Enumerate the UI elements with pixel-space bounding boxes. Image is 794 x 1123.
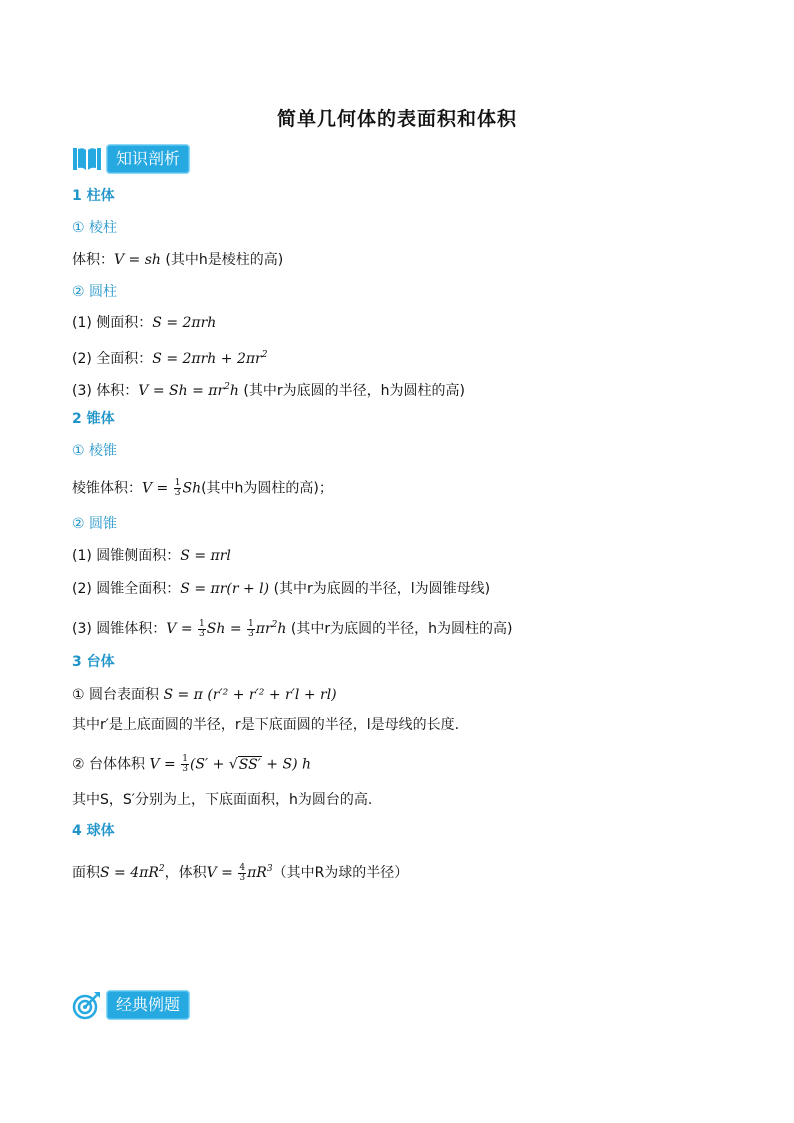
cylinder-total-formula: S = 2πrh + 2πr xyxy=(152,351,262,367)
pyramid-volume-note: (其中h为圆柱的高)； xyxy=(201,480,333,497)
fraction-numerator: 4 xyxy=(239,862,246,873)
cylinder-lateral-prefix: (1) 侧面积： xyxy=(72,315,153,331)
sphere-area-exponent: 2 xyxy=(158,864,165,874)
cone-volume-mid: Sh = xyxy=(206,621,247,637)
sphere-volume-prefix: ，体积 xyxy=(164,865,207,881)
section-banner-knowledge xyxy=(72,144,190,174)
cone-total-line xyxy=(72,580,490,598)
fraction-one-third xyxy=(198,620,206,639)
cylinder-heading: ② 圆柱 xyxy=(72,284,118,300)
cone-volume-prefix: (3) 圆锥体积： xyxy=(72,621,167,637)
cylinder-lateral-line xyxy=(72,314,216,332)
prism-volume-line xyxy=(72,251,283,269)
cylinder-volume-formula: V = Sh = πr xyxy=(138,383,225,399)
cone-volume-exponent: 2 xyxy=(271,620,278,630)
frustum-area-line xyxy=(72,686,337,704)
cone-heading: ② 圆锥 xyxy=(72,516,118,532)
fraction-numerator: 1 xyxy=(248,618,254,629)
fraction-numerator: 1 xyxy=(182,754,188,764)
open-book-icon xyxy=(72,144,102,174)
cylinder-volume-exponent: 2 xyxy=(224,382,230,392)
cylinder-volume-prefix: (3) 体积： xyxy=(72,383,139,399)
prism-heading: ① 棱柱 xyxy=(72,220,118,236)
cone-lateral-line xyxy=(72,547,231,565)
cone-volume-h: h xyxy=(277,621,287,637)
fraction-denominator: 3 xyxy=(248,628,254,639)
cylinder-lateral-formula: S = 2πrh xyxy=(152,315,217,331)
fraction-four-thirds xyxy=(238,864,246,883)
sphere-area-prefix: 面积 xyxy=(72,865,100,881)
cone-volume-pi: πr xyxy=(255,621,272,637)
pyramid-heading: ① 棱锥 xyxy=(72,443,118,459)
cone-total-prefix: (2) 圆锥全面积： xyxy=(72,581,181,597)
page-title: 简单几何体的表面积和体积 xyxy=(276,108,517,130)
frustum-volume-b: + S) h xyxy=(261,756,312,773)
cone-volume-line xyxy=(72,616,512,639)
cylinder-volume-line xyxy=(72,378,465,400)
pyramid-volume-lhs: V = xyxy=(142,480,173,497)
sphere-note: （其中R为球的半径） xyxy=(272,865,409,881)
sphere-line xyxy=(72,860,408,883)
cone-total-note: (其中r为底圆的半径，l为圆锥母线) xyxy=(269,581,491,597)
banner-label-examples: 经典例题 xyxy=(106,990,190,1020)
cone-volume-lhs: V = xyxy=(166,621,198,637)
sqrt-sign: √ xyxy=(228,756,238,773)
frustum-volume-prefix: ② 台体体积 xyxy=(72,756,150,773)
pyramid-volume-rhs: Sh xyxy=(182,480,202,497)
sphere-volume-exponent: 3 xyxy=(266,864,273,874)
pyramid-volume-line xyxy=(72,479,333,498)
banner-label-knowledge: 知识剖析 xyxy=(106,144,190,174)
frustum-volume-sqrt: SS′ xyxy=(238,756,261,773)
cone-volume-note: (其中r为底圆的半径，h为圆柱的高) xyxy=(286,621,513,637)
fraction-numerator: 1 xyxy=(174,478,181,488)
fraction-denominator: 3 xyxy=(199,628,205,639)
fraction-denominator: 3 xyxy=(239,872,246,883)
frustum-area-prefix: ① 圆台表面积 xyxy=(72,687,164,703)
prism-volume-formula: V = sh xyxy=(114,252,161,268)
cylinder-total-exponent: 2 xyxy=(261,350,268,360)
fraction-denominator: 3 xyxy=(182,764,188,774)
section-banner-examples xyxy=(72,990,190,1020)
fraction-numerator: 1 xyxy=(199,618,205,629)
fraction-one-third xyxy=(174,479,182,498)
cone-lateral-prefix: (1) 圆锥侧面积： xyxy=(72,548,181,564)
frustum-volume-lhs: V = xyxy=(149,756,181,773)
fraction-one-third xyxy=(247,620,255,639)
prism-volume-note: (其中h是棱柱的高) xyxy=(160,252,284,268)
fraction-one-third xyxy=(181,755,189,774)
sphere-volume-lhs: V = xyxy=(206,865,238,881)
sphere-volume-pi: πR xyxy=(247,865,267,881)
prism-volume-prefix: 体积： xyxy=(72,252,114,268)
section-3-heading: 3 台体 xyxy=(72,654,115,670)
sphere-area-formula: S = 4πR xyxy=(100,865,159,881)
cylinder-volume-h: h xyxy=(229,383,239,399)
cone-lateral-formula: S = πrl xyxy=(180,548,231,564)
frustum-volume-line xyxy=(72,755,311,774)
frustum-area-note: 其中r′是上底面圆的半径，r是下底面圆的半径，l是母线的长度. xyxy=(72,717,460,733)
frustum-volume-note: 其中S，S′分别为上，下底面面积，h为圆台的高. xyxy=(72,792,373,808)
target-dart-icon xyxy=(72,990,102,1020)
frustum-area-formula: S = π (r′² + r′² + r′l + rl) xyxy=(163,687,337,703)
fraction-denominator: 3 xyxy=(174,488,181,498)
cylinder-volume-note: (其中r为底圆的半径，h为圆柱的高) xyxy=(238,383,465,399)
section-1-heading: 1 柱体 xyxy=(72,188,115,204)
pyramid-volume-prefix: 棱锥体积： xyxy=(72,480,142,497)
cylinder-total-prefix: (2) 全面积： xyxy=(72,351,153,367)
frustum-volume-a: (S′ + xyxy=(189,756,229,773)
section-4-heading: 4 球体 xyxy=(72,823,115,839)
section-2-heading: 2 锥体 xyxy=(72,411,115,427)
cylinder-total-line xyxy=(72,346,268,368)
cone-total-formula: S = πr(r + l) xyxy=(180,581,270,597)
